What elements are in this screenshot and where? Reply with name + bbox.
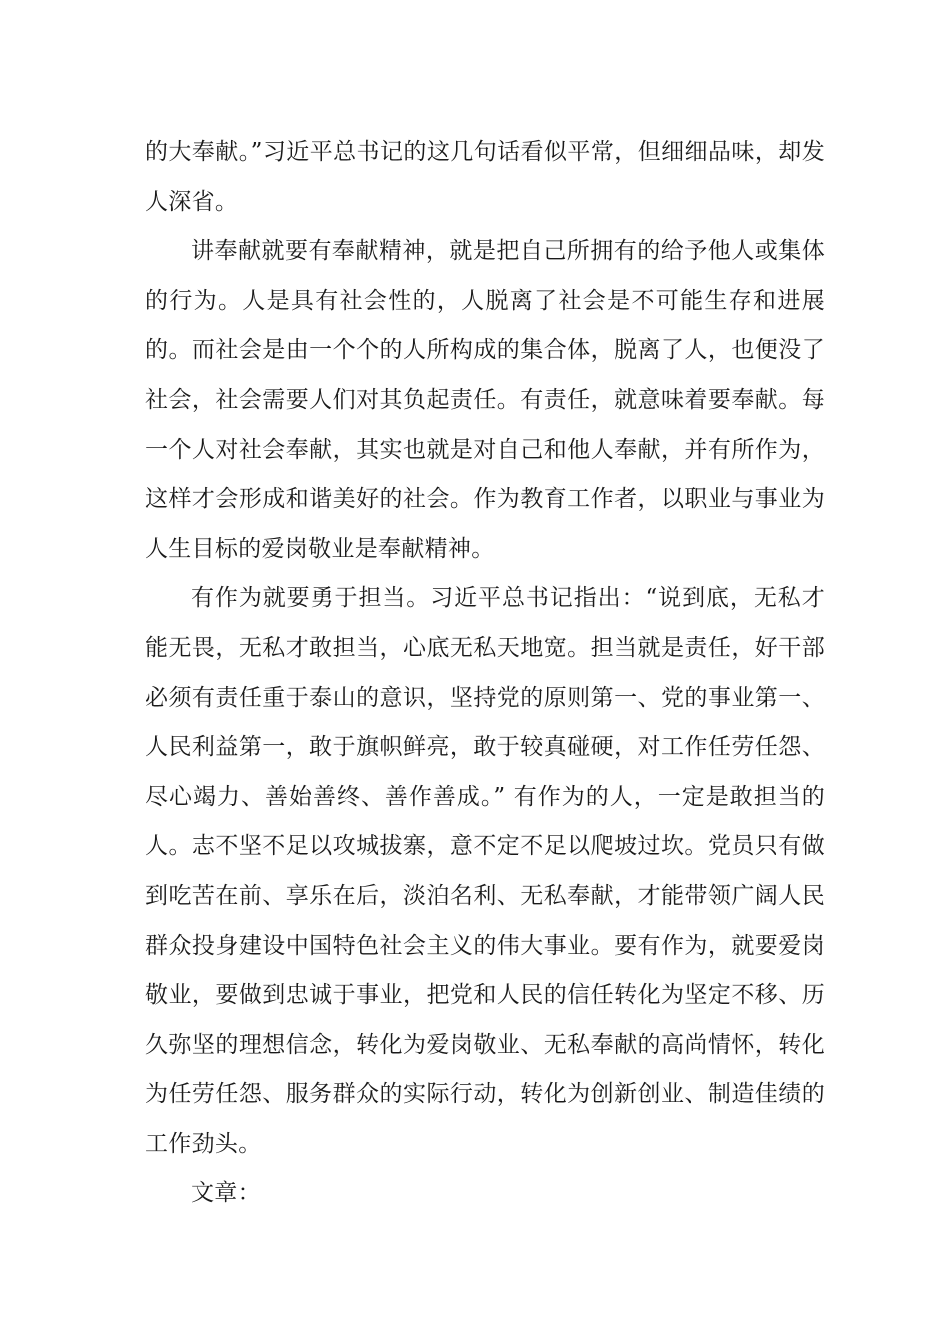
paragraph-3: 有作为就要勇于担当。习近平总书记指出：“说到底，无私才能无畏，无私才敢担当，心底无私天地宽。担当就是责任，好干部必须有责任重于泰山的意识，坚持党的原则第一、党的事业第一、人民利益第一，敢于旗帜鲜亮，敢于较真碰硬，对工作任劳任怨、尽心竭力、善始善终、善作善成。” 有作为的人，一定是敢担当的人。志不坚不足以攻城拔寨，意不定不足以爬坡过坎。党员只有做到吃苦在前、享乐在后，淡泊名利、无私奉献，才能带领广阔人民群众投身建设中国特色社会主义的伟大事业。要有作为，就要爱岗敬业，要做到忠诚于事业，把党和人民的信任转化为坚定不移、历久弥坚的理想信念，转化为爱岗敬业、无私奉献的高尚情怀，转化为任劳任怨、服务群众的实际行动，转化为创新创业、制造佳绩的工作劲头。 — [145, 585, 825, 1157]
paragraph-2: 讲奉献就要有奉献精神，就是把自己所拥有的给予他人或集体的行为。人是具有社会性的，人脱离了社会是不可能生存和进展的。而社会是由一个个的人所构成的集合体，脱离了人，也便没了社会，社会需要人们对其负起责任。有责任，就意味着要奉献。每一个人对社会奉献，其实也就是对自己和他人奉献，并有所作为，这样才会形成和谐美好的社会。作为教育工作者，以职业与事业为人生目标的爱岗敬业是奉献精神。 — [145, 238, 825, 562]
document-body — [145, 128, 825, 1219]
paragraph-1: 的大奉献。”习近平总书记的这几句话看似平常，但细细品味，却发人深省。 — [145, 139, 825, 215]
paragraph-4: 文章： — [191, 1180, 261, 1207]
